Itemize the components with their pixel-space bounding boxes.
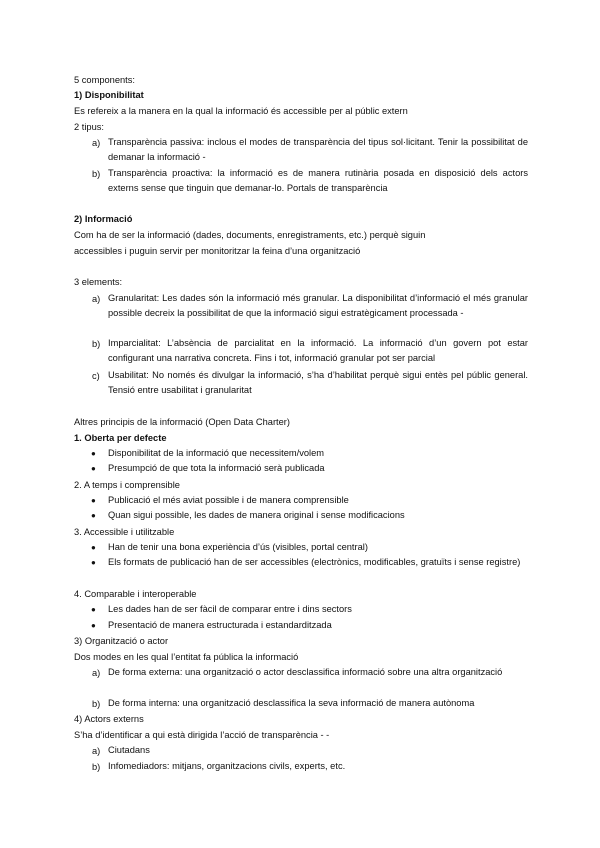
- bullet-item-text: Els formats de publicació han de ser accessibles (electrònics, modificables, gratuïts i sense registre): [108, 557, 521, 567]
- list-marker: a): [92, 294, 101, 304]
- principle-4-title: 4. Comparable i interoperable: [74, 589, 197, 599]
- section-4-description: S’ha d’identificar a qui està dirigida l’acció de transparència - -: [74, 730, 330, 740]
- bullet-icon: ●: [91, 511, 96, 520]
- principle-3-title: 3. Accessible i utilitzable: [74, 527, 175, 537]
- bullet-item-text: Quan sigui possible, les dades de manera original i sense modificacions: [108, 510, 405, 520]
- bullet-item-text: Presumpció de que tota la informació serà publicada: [108, 463, 325, 473]
- bullet-icon: ●: [91, 558, 96, 567]
- section-3-title: 3) Organització o actor: [74, 636, 169, 646]
- list-item-text: De forma externa: una organització o actor desclassifica informació sobre una altra organització: [108, 667, 503, 677]
- list-marker: b): [92, 699, 101, 709]
- section-2-title: 2) Informació: [74, 214, 133, 224]
- bullet-icon: ●: [91, 464, 96, 473]
- section-1-title: 1) Disponibilitat: [74, 90, 144, 100]
- list-item-text: Usabilitat: No només és divulgar la informació, s’ha d’habilitat perquè sigui entès pel públic general. Tensió entre usabilitat i granularitat: [108, 370, 528, 396]
- list-marker: a): [92, 138, 101, 148]
- bullet-icon: ●: [91, 605, 96, 614]
- section-2-description-cont: accessibles i puguin servir per monitoritzar la feina d’una organització: [74, 246, 361, 256]
- list-item-text: De forma interna: una organització desclassifica la seva informació de manera autònoma: [108, 698, 475, 708]
- bullet-icon: ●: [91, 449, 96, 458]
- bullet-icon: ●: [91, 621, 96, 630]
- bullet-item-text: Les dades han de ser fàcil de comparar entre i dins sectors: [108, 604, 352, 614]
- list-item-text: Imparcialitat: L’absència de parcialitat en la informació. La informació d’un govern pot estar configurant una narrativa concreta. Fins i tot, informació granular pot ser parcial: [108, 338, 528, 364]
- section-2-description: Com ha de ser la informació (dades, documents, enregistraments, etc.) perquè siguin: [74, 230, 426, 240]
- list-item-text: Infomediadors: mitjans, organitzacions civils, experts, etc.: [108, 761, 346, 771]
- section-1-subtitle: 2 tipus:: [74, 122, 104, 132]
- list-marker: b): [92, 339, 101, 349]
- intro-line: 5 components:: [74, 75, 135, 85]
- principle-1-title: 1. Oberta per defecte: [74, 433, 167, 443]
- list-marker: a): [92, 668, 101, 678]
- list-marker: c): [92, 371, 100, 381]
- bullet-icon: ●: [91, 496, 96, 505]
- list-item-text: Ciutadans: [108, 745, 150, 755]
- section-1-description: Es refereix a la manera en la qual la informació és accessible per al públic extern: [74, 106, 408, 116]
- principles-title: Altres principis de la informació (Open Data Charter): [74, 417, 290, 427]
- list-item-text: Transparència passiva: inclous el modes de transparència del tipus sol·licitant. Tenir la possibilitat de demanar la informació -: [108, 137, 528, 163]
- bullet-item-text: Han de tenir una bona experiència d’ús (visibles, portal central): [108, 542, 368, 552]
- section-3-description: Dos modes en les qual l’entitat fa pública la informació: [74, 652, 299, 662]
- bullet-icon: ●: [91, 543, 96, 552]
- list-item-text: Granularitat: Les dades són la informació més granular. La disponibilitat d’informació el més granular possible decreix la possibilitat de que la informació sigui estratègicament processada -: [108, 293, 528, 319]
- section-2-subtitle: 3 elements:: [74, 277, 123, 287]
- bullet-item-text: Publicació el més aviat possible i de manera comprensible: [108, 495, 349, 505]
- section-4-title: 4) Actors externs: [74, 714, 144, 724]
- list-marker: b): [92, 762, 101, 772]
- list-marker: a): [92, 746, 101, 756]
- bullet-item-text: Presentació de manera estructurada i estandarditzada: [108, 620, 332, 630]
- list-marker: b): [92, 169, 101, 179]
- bullet-item-text: Disponibilitat de la informació que necessitem/volem: [108, 448, 324, 458]
- principle-2-title: 2. A temps i comprensible: [74, 480, 180, 490]
- list-item-text: Transparència proactiva: la informació es de manera rutinària posada en disposició dels actors externs sense que tinguin que demanar-lo. Portals de transparència: [108, 168, 528, 194]
